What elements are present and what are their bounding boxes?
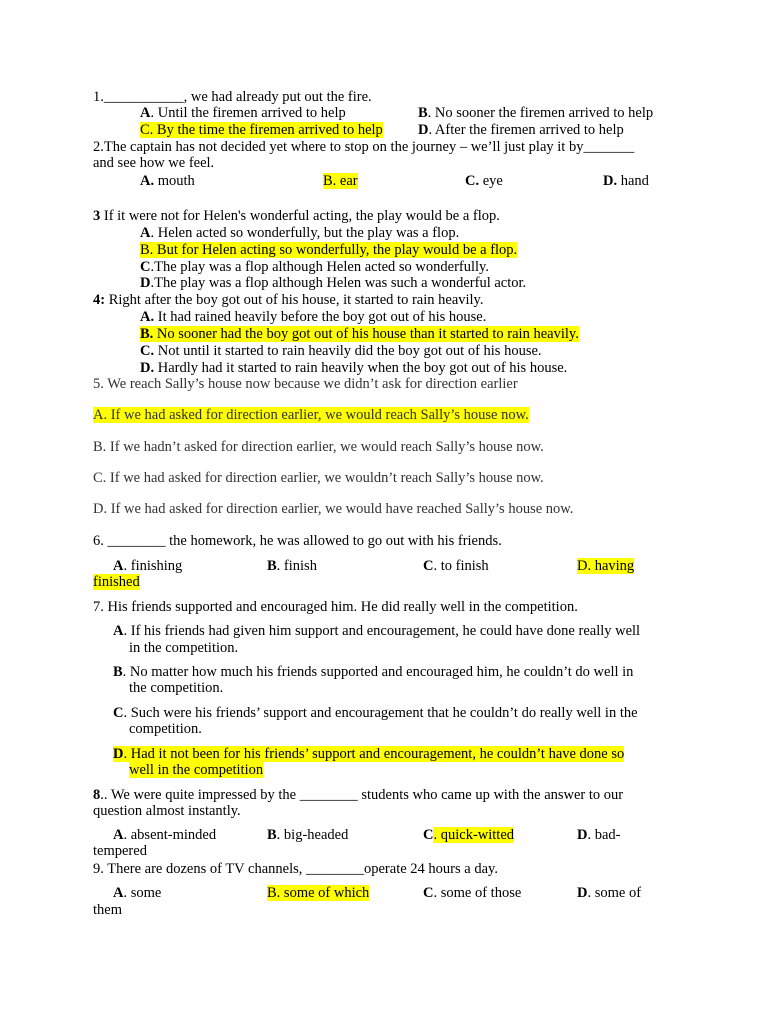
option-text: . bad-: [587, 827, 621, 843]
q3-option-a[interactable]: [140, 225, 459, 241]
q4-option-a[interactable]: [140, 309, 486, 325]
option-letter: C: [113, 705, 124, 721]
q6-option-a[interactable]: [113, 558, 182, 574]
q3-option-d[interactable]: [140, 275, 526, 291]
q9-option-b[interactable]: [267, 885, 369, 901]
option-letter: A.: [140, 309, 155, 325]
q2-option-b[interactable]: [323, 173, 358, 189]
q6-option-c[interactable]: [423, 558, 489, 574]
option-text-highlighted: A. If we had asked for direction earlier, we would reach Sally’s house now.: [93, 407, 529, 423]
q1-option-b[interactable]: [418, 105, 653, 121]
q7-stem: 7. His friends supported and encouraged him. He did really well in the competition.: [93, 599, 578, 615]
q4-option-b[interactable]: [140, 326, 579, 342]
option-text: hand: [617, 173, 649, 189]
option-letter: D.: [140, 360, 155, 376]
q7-option-d-cont[interactable]: [129, 762, 263, 778]
q6-option-d[interactable]: [577, 558, 634, 574]
q8-stem-line1: [93, 787, 623, 803]
option-text: . finishing: [123, 558, 183, 574]
q3-option-c[interactable]: [140, 259, 489, 275]
q6-stem: 6. ________ the homework, he was allowed to go out with his friends.: [93, 533, 502, 549]
option-text: . After the firemen arrived to help: [428, 122, 624, 138]
option-text: eye: [479, 173, 503, 189]
option-text-highlighted: finished: [93, 574, 140, 590]
option-letter: D: [577, 885, 588, 901]
option-letter: B: [418, 105, 428, 121]
option-letter: A: [113, 885, 124, 901]
q2-stem-line1: 2.The captain has not decided yet where to stop on the journey – we’ll just play it by_______: [93, 139, 635, 155]
option-letter: A: [113, 623, 124, 639]
option-letter: B: [267, 558, 277, 574]
q1-option-d[interactable]: [418, 122, 624, 138]
option-text-highlighted: B. ear: [323, 173, 358, 189]
option-letter: C: [423, 558, 434, 574]
question-number: 8: [93, 787, 101, 803]
option-text: . Helen acted so wonderfully, but the play was a flop.: [150, 225, 460, 241]
q1-option-c[interactable]: [140, 122, 383, 138]
option-text: mouth: [154, 173, 195, 189]
q3-option-b[interactable]: [140, 242, 517, 258]
option-letter: B.: [140, 326, 154, 342]
q1-option-a[interactable]: [140, 105, 346, 121]
q4-stem: [93, 292, 484, 308]
q8-option-c[interactable]: [423, 827, 514, 843]
q8-option-b[interactable]: [267, 827, 348, 843]
option-letter: D: [113, 746, 124, 762]
q2-stem-line2: and see how we feel.: [93, 155, 215, 171]
option-text: Hardly had it started to rain heavily when the boy got out of his house.: [154, 360, 568, 376]
option-text: . some: [123, 885, 162, 901]
option-text: . to finish: [433, 558, 489, 574]
option-text-highlighted: No sooner had the boy got out of his house than it started to rain heavily.: [153, 326, 579, 342]
option-letter: A: [113, 827, 124, 843]
question-number: 4:: [93, 292, 106, 308]
q9-option-c[interactable]: [423, 885, 521, 901]
option-letter: D.: [603, 173, 618, 189]
option-text-highlighted: B. some of which: [267, 885, 370, 901]
question-text: If it were not for Helen's wonderful acting, the play would be a flop.: [100, 208, 500, 224]
option-text: . Until the firemen arrived to help: [150, 105, 346, 121]
option-text: . some of those: [433, 885, 522, 901]
q8-stem-line2: question almost instantly.: [93, 803, 241, 819]
q7-option-c[interactable]: [113, 705, 638, 721]
option-text: . Such were his friends’ support and encouragement that he couldn’t do really well in the: [123, 705, 638, 721]
q5-stem: 5. We reach Sally’s house now because we didn’t ask for direction earlier: [93, 376, 518, 392]
option-letter: A: [140, 225, 151, 241]
option-letter: B: [113, 664, 123, 680]
question-text: Right after the boy got out of his house, it started to rain heavily.: [105, 292, 484, 308]
option-text-highlighted: . quick-witted: [433, 827, 515, 843]
q3-stem: [93, 208, 500, 224]
q2-option-c[interactable]: [465, 173, 503, 189]
option-letter: B: [267, 827, 277, 843]
q5-option-c[interactable]: C. If we had asked for direction earlier, we wouldn’t reach Sally’s house now.: [93, 470, 544, 486]
q5-option-a[interactable]: [93, 407, 529, 423]
q2-option-d[interactable]: [603, 173, 649, 189]
q7-option-c-cont[interactable]: competition.: [129, 721, 202, 737]
q2-option-a[interactable]: [140, 173, 195, 189]
option-letter: C: [423, 885, 434, 901]
option-text-highlighted: well in the competition: [129, 762, 264, 778]
option-letter: D: [140, 275, 151, 291]
option-letter: D: [418, 122, 429, 138]
option-text: . If his friends had given him support and encouragement, he could have done really well: [123, 623, 641, 639]
q9-option-d[interactable]: [577, 885, 641, 901]
option-letter: D: [577, 827, 588, 843]
option-letter: A: [140, 105, 151, 121]
q8-option-d-cont[interactable]: tempered: [93, 843, 147, 859]
option-text: . big-headed: [276, 827, 349, 843]
option-text: . absent-minded: [123, 827, 217, 843]
q7-option-a[interactable]: [113, 623, 640, 639]
option-text: .The play was a flop although Helen was such a wonderful actor.: [150, 275, 527, 291]
option-text: It had rained heavily before the boy got out of his house.: [154, 309, 487, 325]
question-number: 3: [93, 208, 101, 224]
option-text: . finish: [276, 558, 317, 574]
q8-option-a[interactable]: [113, 827, 216, 843]
option-text-highlighted: D. having: [577, 558, 635, 574]
option-text: . No matter how much his friends supported and encouraged him, he couldn’t do well in: [122, 664, 634, 680]
option-letter: A: [113, 558, 124, 574]
question-text: .. We were quite impressed by the ________ students who came up with the answer to our: [100, 787, 624, 803]
q9-option-d-cont[interactable]: them: [93, 902, 122, 918]
q9-stem: 9. There are dozens of TV channels, ________operate 24 hours a day.: [93, 861, 498, 877]
q4-option-d[interactable]: [140, 360, 567, 376]
option-letter: C.: [140, 343, 155, 359]
option-letter: C: [140, 259, 151, 275]
q7-option-b-cont[interactable]: the competition.: [129, 680, 224, 696]
q4-option-c[interactable]: [140, 343, 542, 359]
option-letter: C: [423, 827, 434, 843]
option-text: . some of: [587, 885, 642, 901]
option-text-highlighted: C. By the time the firemen arrived to help: [140, 122, 383, 138]
option-text: .The play was a flop although Helen acted so wonderfully.: [150, 259, 489, 275]
option-text-highlighted: B. But for Helen acting so wonderfully, the play would be a flop.: [140, 242, 518, 258]
option-text-highlighted: . Had it not been for his friends’ support and encouragement, he couldn’t have done so: [123, 746, 625, 762]
q7-option-d[interactable]: [113, 746, 624, 762]
q9-option-a[interactable]: [113, 885, 161, 901]
q7-option-a-cont[interactable]: in the competition.: [129, 640, 239, 656]
q7-option-b[interactable]: [113, 664, 633, 680]
option-text: . No sooner the firemen arrived to help: [427, 105, 654, 121]
q5-option-b[interactable]: B. If we hadn’t asked for direction earlier, we would reach Sally’s house now.: [93, 439, 544, 455]
q5-option-d[interactable]: D. If we had asked for direction earlier, we would have reached Sally’s house now.: [93, 501, 574, 517]
option-letter: A.: [140, 173, 155, 189]
q6-option-b[interactable]: [267, 558, 317, 574]
option-letter: C.: [465, 173, 480, 189]
q1-stem: 1.___________, we had already put out the fire.: [93, 89, 372, 105]
q8-option-d[interactable]: [577, 827, 621, 843]
q6-option-d-cont[interactable]: [93, 574, 140, 590]
option-text: Not until it started to rain heavily did the boy got out of his house.: [154, 343, 542, 359]
